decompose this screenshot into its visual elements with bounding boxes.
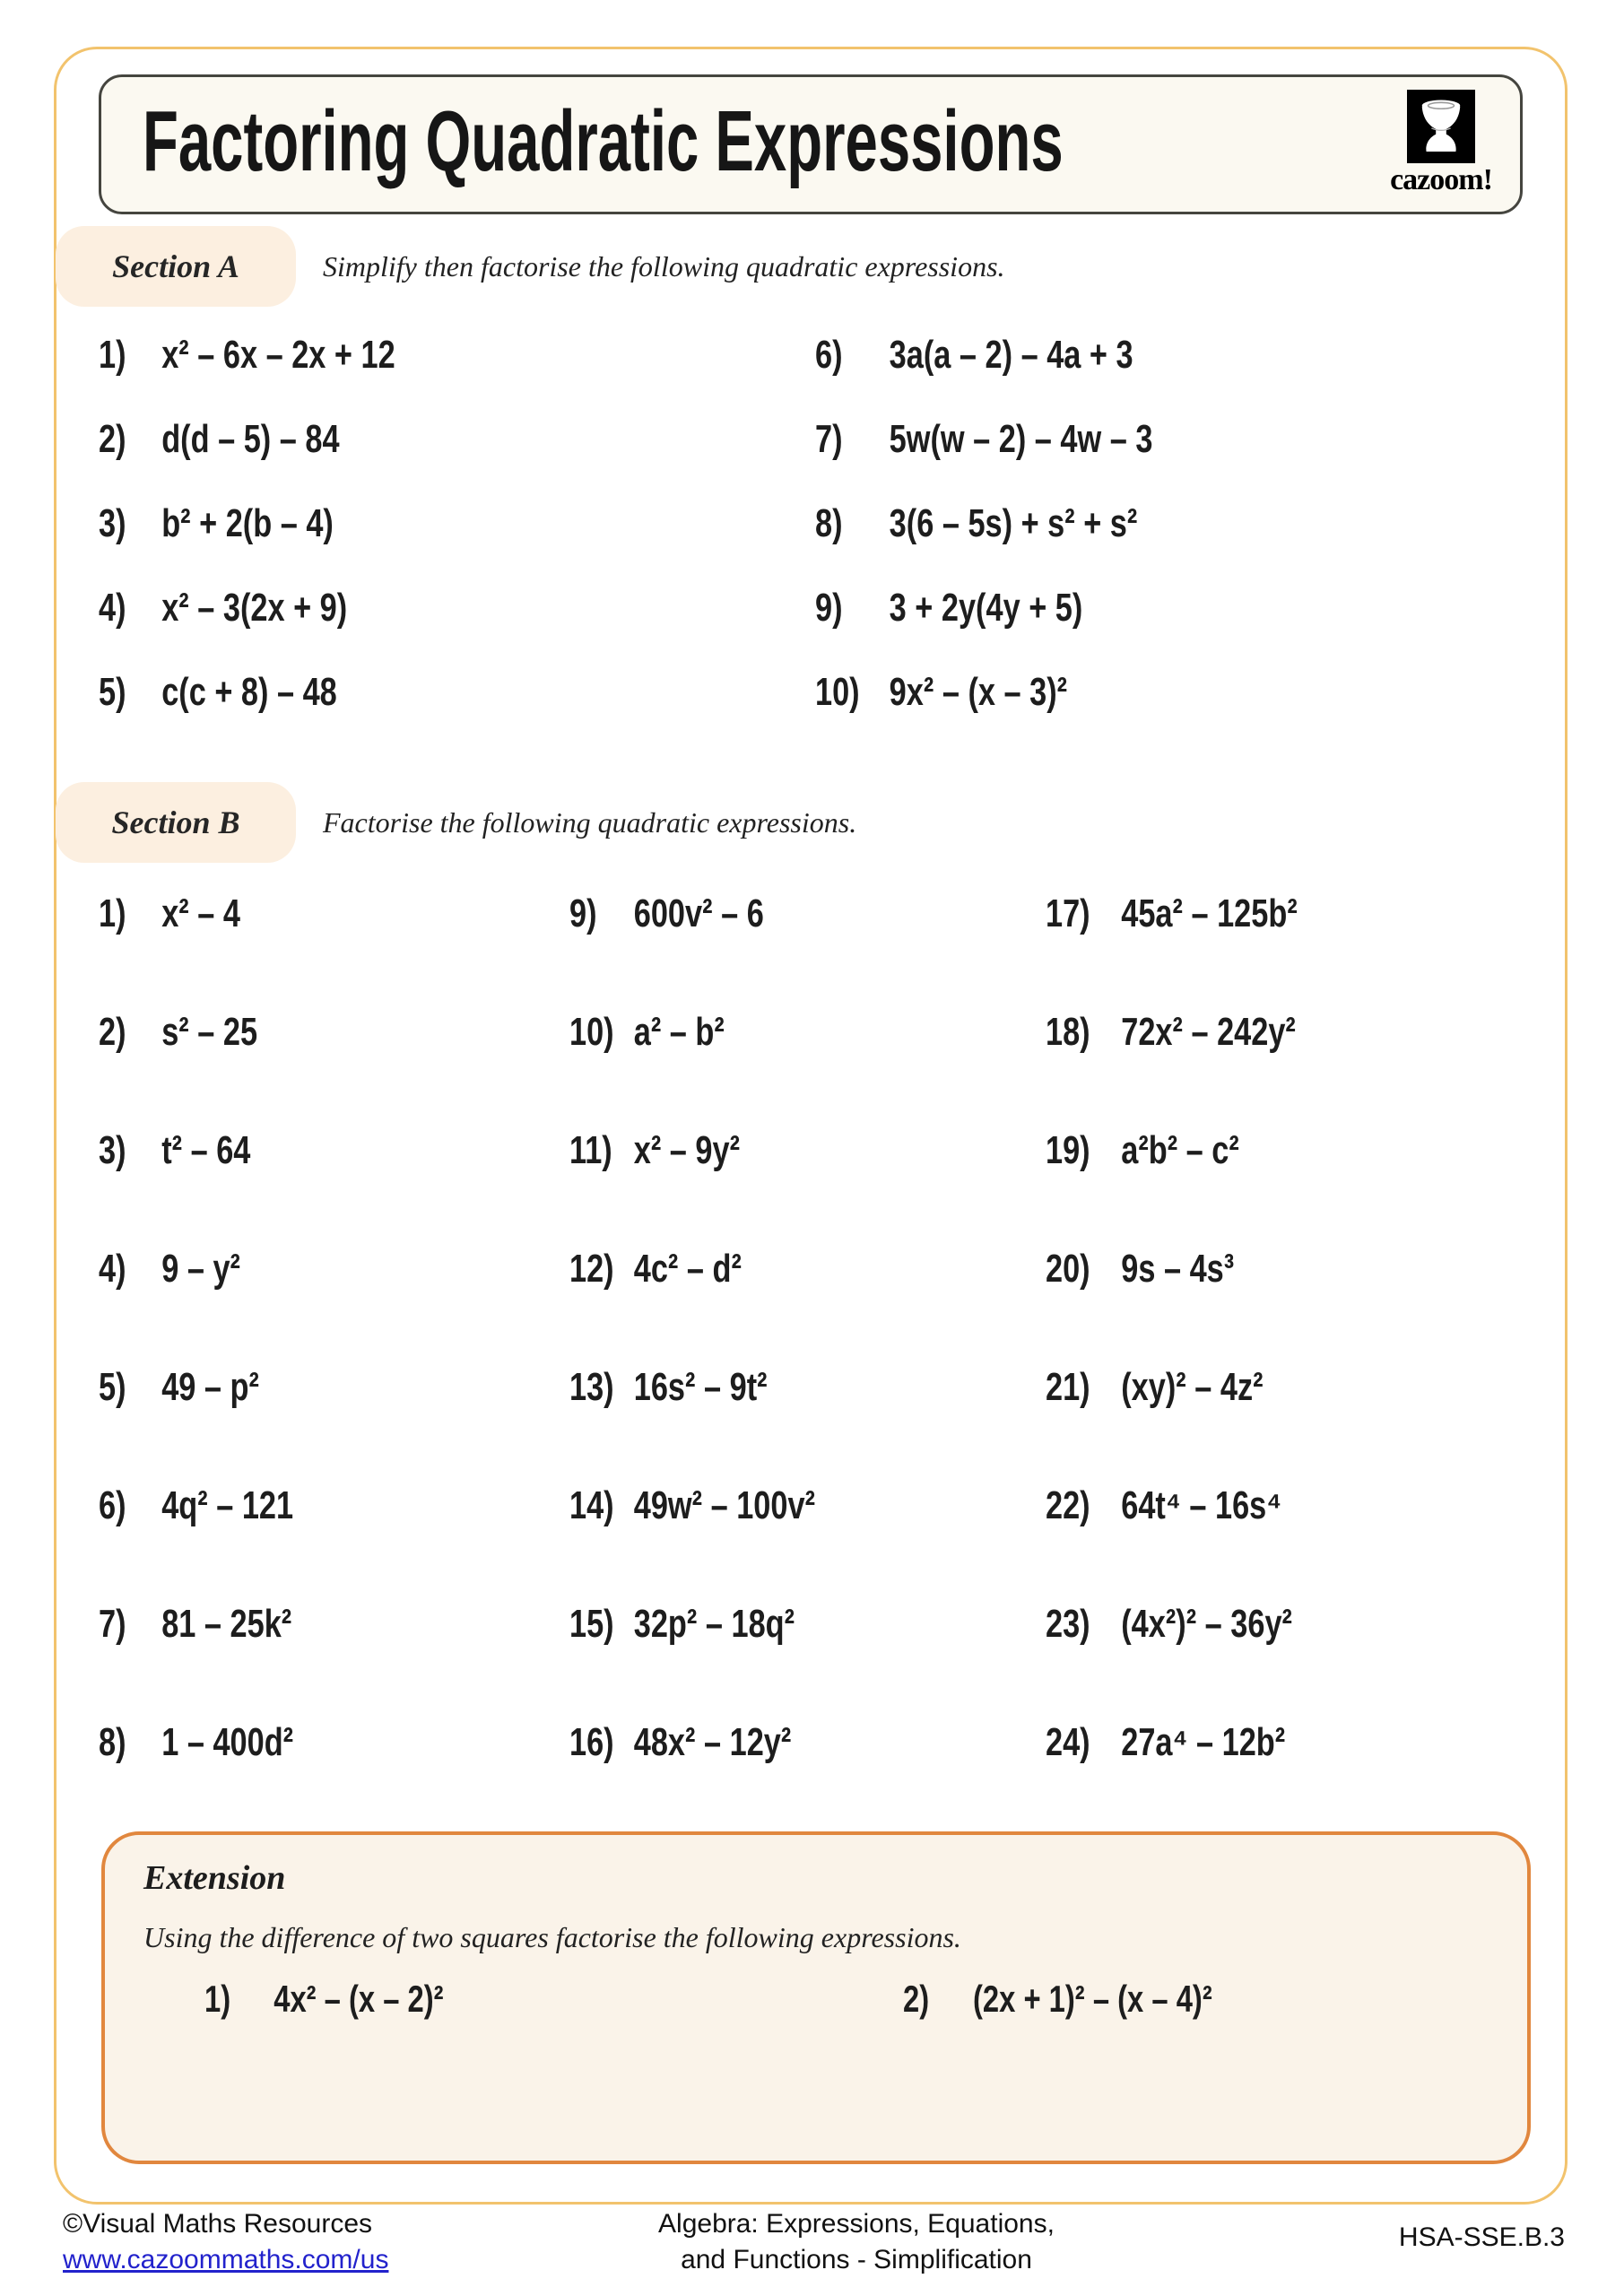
question-row [99, 1129, 293, 1172]
cazoom-logo [1382, 90, 1500, 197]
section-b-label [56, 782, 296, 863]
question-row [99, 1366, 293, 1409]
section-a-column-1 [99, 334, 395, 714]
question-number: 5) [99, 1365, 126, 1409]
question-number: 9) [815, 586, 843, 630]
question-number: 3) [99, 501, 126, 545]
question-number: 8) [99, 1720, 126, 1764]
question-number: 24) [1046, 1720, 1090, 1764]
question-number: 7) [815, 417, 843, 461]
question-row [815, 418, 1152, 461]
question-number: 2) [99, 1010, 126, 1054]
section-a-label [56, 226, 296, 307]
question-expression: x² – 4 [161, 891, 240, 935]
question-row [99, 1603, 293, 1646]
question-number: 8) [815, 501, 843, 545]
question-expression: b² + 2(b – 4) [161, 501, 334, 545]
question-expression: 48x² – 12y² [633, 1720, 792, 1764]
question-expression: d(d – 5) – 84 [161, 417, 340, 461]
question-expression: (xy)² – 4z² [1121, 1365, 1264, 1409]
logo-wordmark: cazoom! [1390, 163, 1492, 196]
question-number: 7) [99, 1602, 126, 1646]
section-b-column-3 [1046, 892, 1298, 1764]
question-expression: 4q² – 121 [161, 1483, 294, 1527]
section-b-instruction: Factorise the following quadratic expressions. [323, 806, 857, 839]
question-number: 10) [815, 670, 860, 714]
question-expression: a² – b² [633, 1010, 725, 1054]
question-row [1046, 1248, 1298, 1291]
question-row [815, 502, 1152, 545]
drum-icon [1407, 90, 1475, 163]
question-row [569, 1603, 815, 1646]
extension-title: Extension [143, 1859, 286, 1897]
question-row [99, 1721, 293, 1764]
question-row [99, 502, 395, 545]
question-row [99, 892, 293, 935]
question-number: 6) [99, 1483, 126, 1527]
question-expression: 3a(a – 2) – 4a + 3 [889, 333, 1133, 377]
question-expression: 9x² – (x – 3)² [889, 670, 1068, 714]
question-expression: 81 – 25k² [161, 1602, 292, 1646]
question-row [569, 1721, 815, 1764]
question-row [99, 418, 395, 461]
extension-question-1 [204, 1978, 444, 2021]
question-expression: 3 + 2y(4y + 5) [889, 586, 1083, 630]
question-expression: 64t⁴ – 16s⁴ [1121, 1483, 1282, 1527]
question-number: 13) [569, 1365, 614, 1409]
question-number: 4) [99, 586, 126, 630]
question-expression: a²b² – c² [1121, 1128, 1239, 1172]
page-title: Factoring Quadratic Expressions [143, 93, 1064, 189]
cazoommaths-link[interactable]: www.cazoommaths.com/us [63, 2245, 389, 2274]
question-row [1046, 1011, 1298, 1054]
question-row [99, 1248, 293, 1291]
question-expression: t² – 64 [161, 1128, 251, 1172]
title-box [99, 74, 1523, 214]
footer-topic-line1: Algebra: Expressions, Equations, [658, 2209, 1055, 2239]
question-row [569, 1011, 815, 1054]
question-number: 17) [1046, 891, 1090, 935]
section-a-column-2 [815, 334, 1152, 714]
question-row [99, 587, 395, 630]
footer-topic [632, 2206, 1081, 2278]
section-b-column-1 [99, 892, 293, 1764]
question-row [903, 1978, 1212, 2021]
question-row [1046, 1129, 1298, 1172]
question-row [815, 587, 1152, 630]
question-row [1046, 892, 1298, 935]
question-expression: 32p² – 18q² [633, 1602, 795, 1646]
question-row [569, 1248, 815, 1291]
section-a-label-text: Section A [112, 248, 239, 284]
question-number: 1) [99, 333, 126, 377]
question-row [569, 1484, 815, 1527]
question-number: 2) [903, 1978, 930, 2020]
question-expression: c(c + 8) – 48 [161, 670, 337, 714]
question-number: 1) [204, 1978, 231, 2020]
question-row [815, 334, 1152, 377]
question-row [1046, 1366, 1298, 1409]
question-row [99, 334, 395, 377]
question-row [204, 1978, 444, 2021]
question-number: 21) [1046, 1365, 1090, 1409]
question-number: 10) [569, 1010, 614, 1054]
question-expression: 4c² – d² [633, 1247, 742, 1291]
question-expression: 4x² – (x – 2)² [274, 1978, 444, 2020]
question-number: 9) [569, 891, 597, 935]
question-expression: 5w(w – 2) – 4w – 3 [889, 417, 1153, 461]
question-row [815, 671, 1152, 714]
question-row [569, 892, 815, 935]
section-a-instruction: Simplify then factorise the following quadratic expressions. [323, 250, 1005, 283]
question-number: 16) [569, 1720, 614, 1764]
question-row [1046, 1721, 1298, 1764]
question-number: 18) [1046, 1010, 1090, 1054]
question-expression: 9 – y² [161, 1247, 240, 1291]
question-number: 2) [99, 417, 126, 461]
question-number: 3) [99, 1128, 126, 1172]
question-row [569, 1366, 815, 1409]
section-b-label-text: Section B [111, 804, 240, 840]
question-number: 1) [99, 891, 126, 935]
question-number: 4) [99, 1247, 126, 1291]
question-number: 22) [1046, 1483, 1090, 1527]
question-expression: 27a⁴ – 12b² [1121, 1720, 1286, 1764]
question-expression: 3(6 – 5s) + s² + s² [889, 501, 1138, 545]
question-row [569, 1129, 815, 1172]
question-row [1046, 1603, 1298, 1646]
question-number: 23) [1046, 1602, 1090, 1646]
question-number: 12) [569, 1247, 614, 1291]
extension-instruction: Using the difference of two squares factorise the following expressions. [143, 1921, 961, 1953]
question-expression: 49 – p² [161, 1365, 259, 1409]
question-number: 11) [569, 1128, 612, 1172]
question-expression: 16s² – 9t² [633, 1365, 768, 1409]
question-number: 19) [1046, 1128, 1090, 1172]
question-expression: 72x² – 242y² [1121, 1010, 1296, 1054]
question-row [99, 671, 395, 714]
question-expression: (2x + 1)² – (x – 4)² [973, 1978, 1212, 2020]
extension-question-2 [903, 1978, 1212, 2021]
question-row [1046, 1484, 1298, 1527]
question-number: 20) [1046, 1247, 1090, 1291]
question-row [99, 1011, 293, 1054]
question-number: 14) [569, 1483, 614, 1527]
question-expression: 9s – 4s³ [1121, 1247, 1235, 1291]
question-expression: 49w² – 100v² [633, 1483, 815, 1527]
question-expression: x² – 6x – 2x + 12 [161, 333, 395, 377]
question-number: 6) [815, 333, 843, 377]
footer-standard-code: HSA-SSE.B.3 [1398, 2222, 1565, 2252]
question-expression: (4x²)² – 36y² [1121, 1602, 1292, 1646]
footer-left [63, 2206, 388, 2278]
section-b-column-2 [569, 892, 815, 1764]
footer-copyright: ©Visual Maths Resources [63, 2209, 373, 2239]
question-expression: 45a² – 125b² [1121, 891, 1298, 935]
question-expression: x² – 9y² [633, 1128, 741, 1172]
question-number: 15) [569, 1602, 614, 1646]
question-number: 5) [99, 670, 126, 714]
question-expression: 1 – 400d² [161, 1720, 294, 1764]
footer-topic-line2: and Functions - Simplification [681, 2245, 1032, 2274]
question-expression: s² – 25 [161, 1010, 258, 1054]
question-expression: x² – 3(2x + 9) [161, 586, 348, 630]
question-row [99, 1484, 293, 1527]
question-expression: 600v² – 6 [633, 891, 764, 935]
